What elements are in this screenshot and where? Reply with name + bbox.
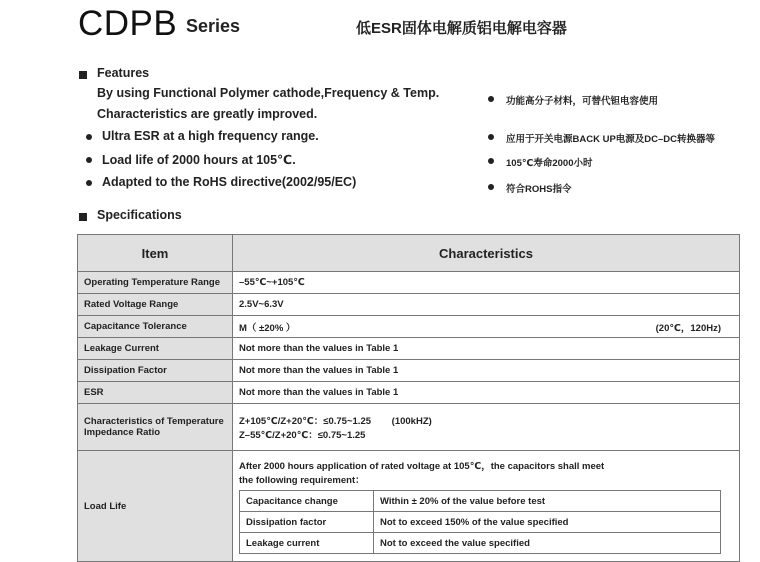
features-bullet-square — [79, 71, 87, 79]
item-column-header: Item — [78, 235, 233, 272]
requirement-name: Dissipation factor — [240, 512, 374, 533]
requirement-value: Within ± 20% of the value before test — [374, 491, 721, 512]
bullet-dot — [86, 180, 92, 186]
requirement-name: Capacitance change — [240, 491, 374, 512]
bullet-dot — [488, 184, 494, 190]
table-row — [78, 272, 740, 294]
features-intro-line2: Characteristics are greatly improved. — [97, 107, 318, 121]
impedance-frequency: (100kHZ) — [391, 416, 432, 427]
requirement-value: Not to exceed 150% of the value specified — [374, 512, 721, 533]
specifications-table — [77, 234, 740, 562]
row-label: Rated Voltage Range — [78, 294, 233, 316]
table-row — [78, 316, 740, 338]
load-life-description: the following requirement： — [239, 475, 365, 486]
features-heading: Features — [97, 66, 150, 80]
table-header-row — [78, 235, 740, 272]
table-row — [78, 382, 740, 404]
model-title: CDPB — [78, 4, 178, 43]
impedance-ratio-low: Z–55℃/Z+20℃：≤0.75~1.25 — [239, 430, 366, 441]
table-row — [78, 294, 740, 316]
row-value: Not more than the values in Table 1 — [233, 382, 740, 404]
bullet-dot — [86, 157, 92, 163]
features-intro-line1: By using Functional Polymer cathode,Frequency & Temp. — [97, 86, 440, 100]
bullet-dot — [86, 134, 92, 140]
row-label: Load Life — [78, 451, 233, 562]
row-value: Not more than the values in Table 1 — [233, 360, 740, 382]
row-value: –55℃~+105℃ — [233, 272, 740, 294]
impedance-ratio-high: Z+105℃/Z+20℃：≤0.75~1.25 — [239, 416, 372, 427]
feature-bullet: Adapted to the RoHS directive(2002/95/EC) — [102, 175, 357, 189]
row-value: M（ ±20% ） — [239, 322, 296, 334]
test-condition-note: (20℃，120Hz) — [655, 322, 721, 334]
row-value: 2.5V~6.3V — [233, 294, 740, 316]
row-label: Leakage Current — [78, 338, 233, 360]
row-label: Operating Temperature Range — [78, 272, 233, 294]
table-row — [78, 451, 740, 562]
cn-feature-bullet: 功能高分子材料，可替代钽电容使用 — [506, 96, 659, 107]
cn-feature-bullet: 符合ROHS指令 — [506, 184, 572, 195]
bullet-dot — [488, 96, 494, 102]
row-value: Not more than the values in Table 1 — [233, 338, 740, 360]
bullet-dot — [488, 158, 494, 164]
characteristics-column-header: Characteristics — [233, 235, 740, 272]
row-label: ESR — [78, 382, 233, 404]
row-label: Impedance Ratio — [84, 427, 161, 438]
table-row — [78, 338, 740, 360]
table-row — [240, 533, 721, 554]
load-life-requirements-table — [239, 490, 721, 554]
row-label: Capacitance Tolerance — [78, 316, 233, 338]
requirement-name: Leakage current — [240, 533, 374, 554]
specifications-bullet-square — [79, 213, 87, 221]
cn-feature-bullet: 应用于开关电源BACK UP电源及DC–DC转换器等 — [506, 134, 716, 145]
row-label: Characteristics of Temperature — [84, 416, 224, 427]
feature-bullet: Ultra ESR at a high frequency range. — [102, 129, 319, 143]
specifications-heading: Specifications — [97, 208, 182, 222]
series-label: Series — [186, 16, 241, 36]
feature-bullet: Load life of 2000 hours at 105℃. — [102, 153, 296, 167]
cn-feature-bullet: 105℃寿命2000小时 — [506, 158, 593, 169]
table-row — [240, 491, 721, 512]
chinese-title: 低ESR固体电解质铝电解电容器 — [356, 20, 567, 37]
table-row — [78, 360, 740, 382]
bullet-dot — [488, 134, 494, 140]
table-row — [240, 512, 721, 533]
table-row — [78, 404, 740, 451]
load-life-description: After 2000 hours application of rated voltage at 105℃，the capacitors shall meet — [239, 461, 605, 472]
requirement-value: Not to exceed the value specified — [374, 533, 721, 554]
row-label: Dissipation Factor — [78, 360, 233, 382]
